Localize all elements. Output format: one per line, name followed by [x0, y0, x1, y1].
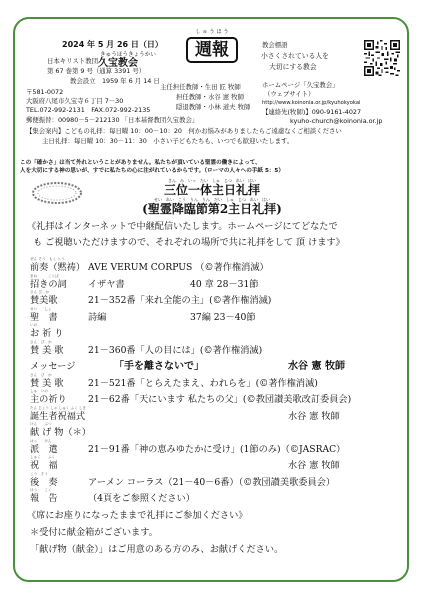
- order-row: [30, 378, 410, 390]
- pastor-name: 水谷 憲 牧師: [207, 93, 244, 101]
- postal-code: 〒581-0072: [26, 88, 64, 96]
- order-item-ruby: たん じょう しゃ しゅく ふく しき: [30, 405, 87, 410]
- order-item-label: メッセージ: [30, 361, 76, 372]
- closing-line-2: ＊受付に献金箱がございます。: [30, 527, 158, 538]
- order-item-detail: AVE VERUM CORPUS （©著作権消滅）: [88, 262, 269, 273]
- order-item-label: 招きの詞: [30, 278, 67, 290]
- service-title-ruby: さん み いっ たい しゅ じつ れい はい: [168, 178, 256, 183]
- order-item-detail: 21－521番「とらえたまえ、われらを」(©著作権消滅): [88, 377, 318, 389]
- order-row: [30, 444, 410, 456]
- order-row: [30, 477, 410, 489]
- slogan-line-1: 小さくされている人を: [261, 52, 329, 60]
- address: 大阪府八尾市久宝寺６丁目 7－30: [26, 97, 124, 105]
- newspaper-title: 週報: [186, 37, 238, 63]
- order-row: [30, 295, 410, 307]
- order-item-detail: 21－352番「来れ全能の主」(©著作権消滅): [88, 295, 272, 306]
- order-item-label: 賛美歌: [30, 295, 58, 306]
- contact-phone: 【連絡先(牧師)】090-9161-4027: [262, 108, 362, 116]
- intro-line-1: 《礼拝はインターネットで中継配信いたします。ホームページにてどなたで: [27, 221, 338, 232]
- order-item-ruby: はっ けん: [30, 438, 52, 443]
- newspaper-title-ruby: しゅうほう: [195, 29, 231, 35]
- order-item-ruby: さん び か: [30, 339, 52, 344]
- order-item-ruby: せい しょ: [30, 306, 52, 311]
- order-item-ruby: しゅ いの: [30, 389, 48, 393]
- order-item-label: 賛 美 歌: [30, 377, 64, 389]
- contact-email[interactable]: kyuho-church@koinonia.or.jp: [290, 117, 383, 125]
- meetings-line-1: 【集会案内】こどもの礼拝：毎日曜 10：00－10：20 何かお悩みがありましたらご遠慮なくご相談ください: [26, 127, 342, 135]
- order-row: [30, 411, 410, 423]
- order-row: [30, 262, 410, 274]
- order-item-label: 献 げ 物（＊）: [30, 427, 91, 438]
- order-row: [30, 460, 410, 472]
- pastor-name: 小林 道夫 牧師: [207, 103, 251, 111]
- scripture-notice: [20, 159, 404, 175]
- homepage-sub: （ウェブサイト）: [264, 90, 315, 98]
- order-row: [30, 328, 410, 340]
- order-item-ruby: いの: [30, 323, 38, 327]
- service-title: 三位一体主日礼拝: [163, 183, 260, 197]
- denomination: 日本キリスト教団: [47, 57, 98, 65]
- order-item-label: 後 奏: [30, 476, 58, 488]
- tel-fax: TEL.072-992-2131 FAX.072-992-2135: [26, 106, 151, 114]
- service-subtitle-ruby: せい れい こう りん りん だい しゅ じつ れい はい: [154, 197, 270, 202]
- order-row: [30, 312, 410, 324]
- pastor-3: [176, 103, 250, 111]
- order-item-label: お 祈 り: [30, 328, 64, 339]
- order-item-ruby: ほう こく: [30, 488, 52, 492]
- order-row: [30, 394, 410, 406]
- pastor-role: 隠退教師・: [176, 103, 208, 111]
- order-item-detail: アーメン コーラス（21－40－6番）（©教団讃美歌委員会）: [88, 476, 336, 488]
- order-item-ruby: まね ことば: [30, 273, 59, 278]
- pastor-2: [176, 93, 244, 101]
- order-row: [30, 345, 410, 357]
- order-item-detail: 「手を離さないで」: [114, 361, 204, 372]
- order-item-detail: （4頁をご参照ください）: [88, 493, 195, 504]
- intro-line-2: も ご視聴いただけますので、それぞれの場所で共に礼拝をして 頂 けます》: [33, 237, 345, 248]
- order-item-officiant: 水谷 憲 牧師: [288, 361, 345, 372]
- service-subtitle: (聖霊降臨節第2主日礼拝): [142, 202, 282, 216]
- order-item-detail: 詩編: [88, 311, 107, 323]
- order-item-officiant: 水谷 憲 牧師: [288, 410, 340, 422]
- order-row: [30, 493, 410, 505]
- order-item-label: 聖 書: [30, 311, 58, 323]
- order-item-detail: 21－360番「人の目には」(©著作権消滅): [88, 344, 263, 356]
- order-item-reference: 40 章 28－31節: [190, 278, 259, 290]
- notice-line-2: 人を大切にする神の思いが、すでに私たちの心に注がれているからです。（ローマの人々への手紙 5：5）: [20, 168, 284, 174]
- order-item-detail: 21－62番「天にいます 私たちの父」(©教団讃美歌改訂委員会): [88, 394, 352, 405]
- order-item-detail: 21－91番「神の恵みゆたかに受け」(1節のみ)（©JASRAC）: [88, 443, 346, 455]
- pastor-1: [160, 83, 241, 91]
- pastor-role: 担任教師・: [176, 93, 208, 101]
- issue-date: 2024 年 5 月 26 日（日）: [62, 40, 163, 49]
- order-item-ruby: ぜん そう もく とう: [30, 257, 65, 261]
- order-item-detail: イザヤ書: [88, 278, 125, 290]
- pastor-name: 生田 匠 牧師: [204, 83, 241, 91]
- order-item-ruby: さん び か: [30, 372, 52, 377]
- order-item-ruby: こう そう: [30, 471, 48, 476]
- meetings-line-2: 主日礼拝：毎日曜 10：30－11：30 小さい子どもたちも、いつでも歓迎いたします。: [42, 137, 294, 145]
- order-item-label: 主の祈り: [30, 394, 67, 405]
- postal-transfer: 郵便振替：00980－5－212130 「日本基督教団久宝教会」: [26, 116, 199, 124]
- order-row: [30, 427, 410, 439]
- order-item-label: 派 遣: [30, 443, 58, 455]
- order-item-ruby: さん び か: [30, 290, 50, 294]
- order-item-reference: 37編 23－40節: [190, 311, 256, 323]
- order-item-label: 報 告: [30, 493, 58, 504]
- order-item-officiant: 水谷 憲 牧師: [288, 460, 340, 471]
- slogan-line-2: 大切にする教会: [269, 63, 317, 71]
- closing-line-3: 「献げ物（献金）」はご用意のある方のみ、お献げください。: [30, 544, 284, 555]
- order-row: [30, 279, 410, 291]
- homepage-url[interactable]: http://www.koinonia.or.jp/kyuhokyokai: [262, 100, 361, 106]
- notice-line-1: この「確かさ」は当て外れということがありません。私たちが頂いている聖霊の働きによって、: [20, 160, 261, 166]
- qr-code: [364, 40, 400, 76]
- founded-date: 教会設立 1959 年 6 月 14 日: [70, 77, 160, 85]
- order-item-label: 誕生者祝福式: [30, 410, 86, 422]
- order-row: [30, 361, 410, 373]
- pastor-role: 主任担任教師・: [160, 83, 205, 91]
- slogan-label: 教会標語: [262, 41, 288, 49]
- homepage-label: ホームページ「久宝教会」: [262, 81, 339, 89]
- closing-line-1: 《席にお座りになったままで礼拝にご参加ください》: [27, 510, 248, 521]
- order-item-ruby: しゅく ふく: [30, 455, 56, 459]
- issue-line: 第 67 巻第 9 号（通算 3391 号）: [47, 67, 146, 75]
- order-item-label: 前奏（黙祷）: [30, 262, 86, 273]
- church-name-ruby: きゅうほうきょうかい: [100, 52, 156, 58]
- order-item-ruby: けん ぶつ: [30, 422, 52, 426]
- church-name: 久宝教会: [98, 58, 138, 69]
- order-item-label: 祝 福: [30, 460, 58, 471]
- order-item-label: 賛 美 歌: [30, 344, 64, 356]
